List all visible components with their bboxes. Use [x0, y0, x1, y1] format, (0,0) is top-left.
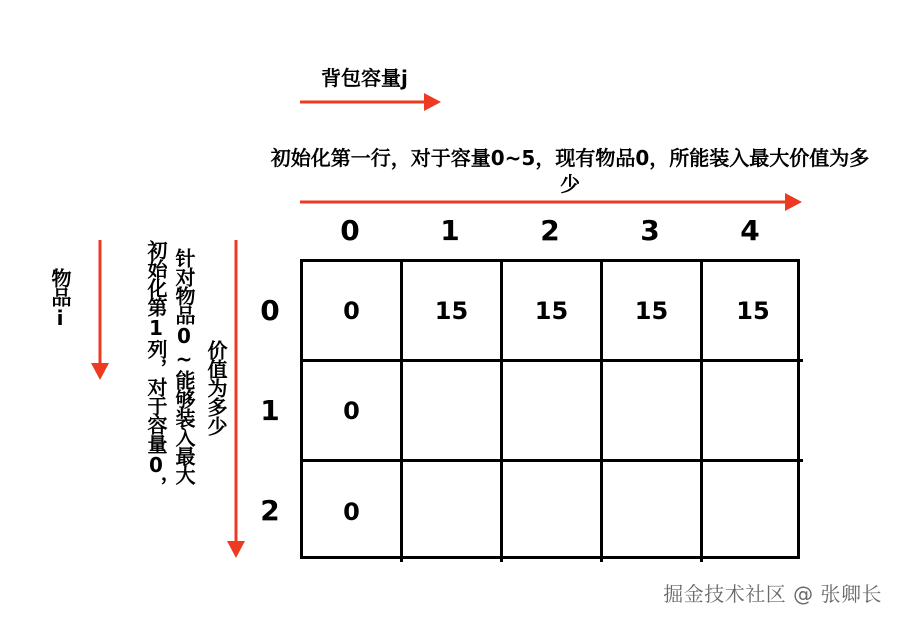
- col-init-arrowhead: [227, 541, 245, 558]
- item-arrowhead: [91, 363, 109, 380]
- watermark: 掘金技术社区 @ 张卿长: [663, 582, 882, 606]
- table-cell: 15: [403, 262, 503, 362]
- table-cell: 0: [303, 362, 403, 462]
- column-header: 3: [640, 214, 660, 247]
- table-cell: 15: [703, 262, 803, 362]
- capacity-arrowhead: [424, 93, 441, 111]
- table-cell: [503, 362, 603, 462]
- table-cell: [403, 462, 503, 562]
- row-header: 2: [260, 494, 280, 527]
- table-cell: 15: [603, 262, 703, 362]
- capacity-axis-label: 背包容量j: [321, 66, 408, 90]
- table-cell: 0: [303, 462, 403, 562]
- table-cell: [503, 462, 603, 562]
- row-header: 0: [260, 294, 280, 327]
- row-init-note: 初始化第一行，对于容量0~5，现有物品0，所能装入最大价值为多少: [270, 146, 870, 196]
- row-header: 1: [260, 394, 280, 427]
- column-header: 2: [540, 214, 560, 247]
- dp-table: [300, 259, 800, 559]
- table-cell: [603, 362, 703, 462]
- table-cell: 15: [503, 262, 603, 362]
- table-cell: 0: [303, 262, 403, 362]
- column-header: 1: [440, 214, 460, 247]
- col-init-note-line-1: 初始化第1列，对于容量0，: [144, 240, 168, 495]
- col-init-note-line-3: 价值为多少: [204, 340, 228, 435]
- column-header: 0: [340, 214, 360, 247]
- table-cell: [603, 462, 703, 562]
- table-cell: [703, 462, 803, 562]
- column-header: 4: [740, 214, 760, 247]
- table-cell: [703, 362, 803, 462]
- item-axis-label: 物品i: [48, 268, 72, 329]
- table-cell: [403, 362, 503, 462]
- col-init-note-line-2: 针对物品0~能够装入最大: [172, 248, 196, 484]
